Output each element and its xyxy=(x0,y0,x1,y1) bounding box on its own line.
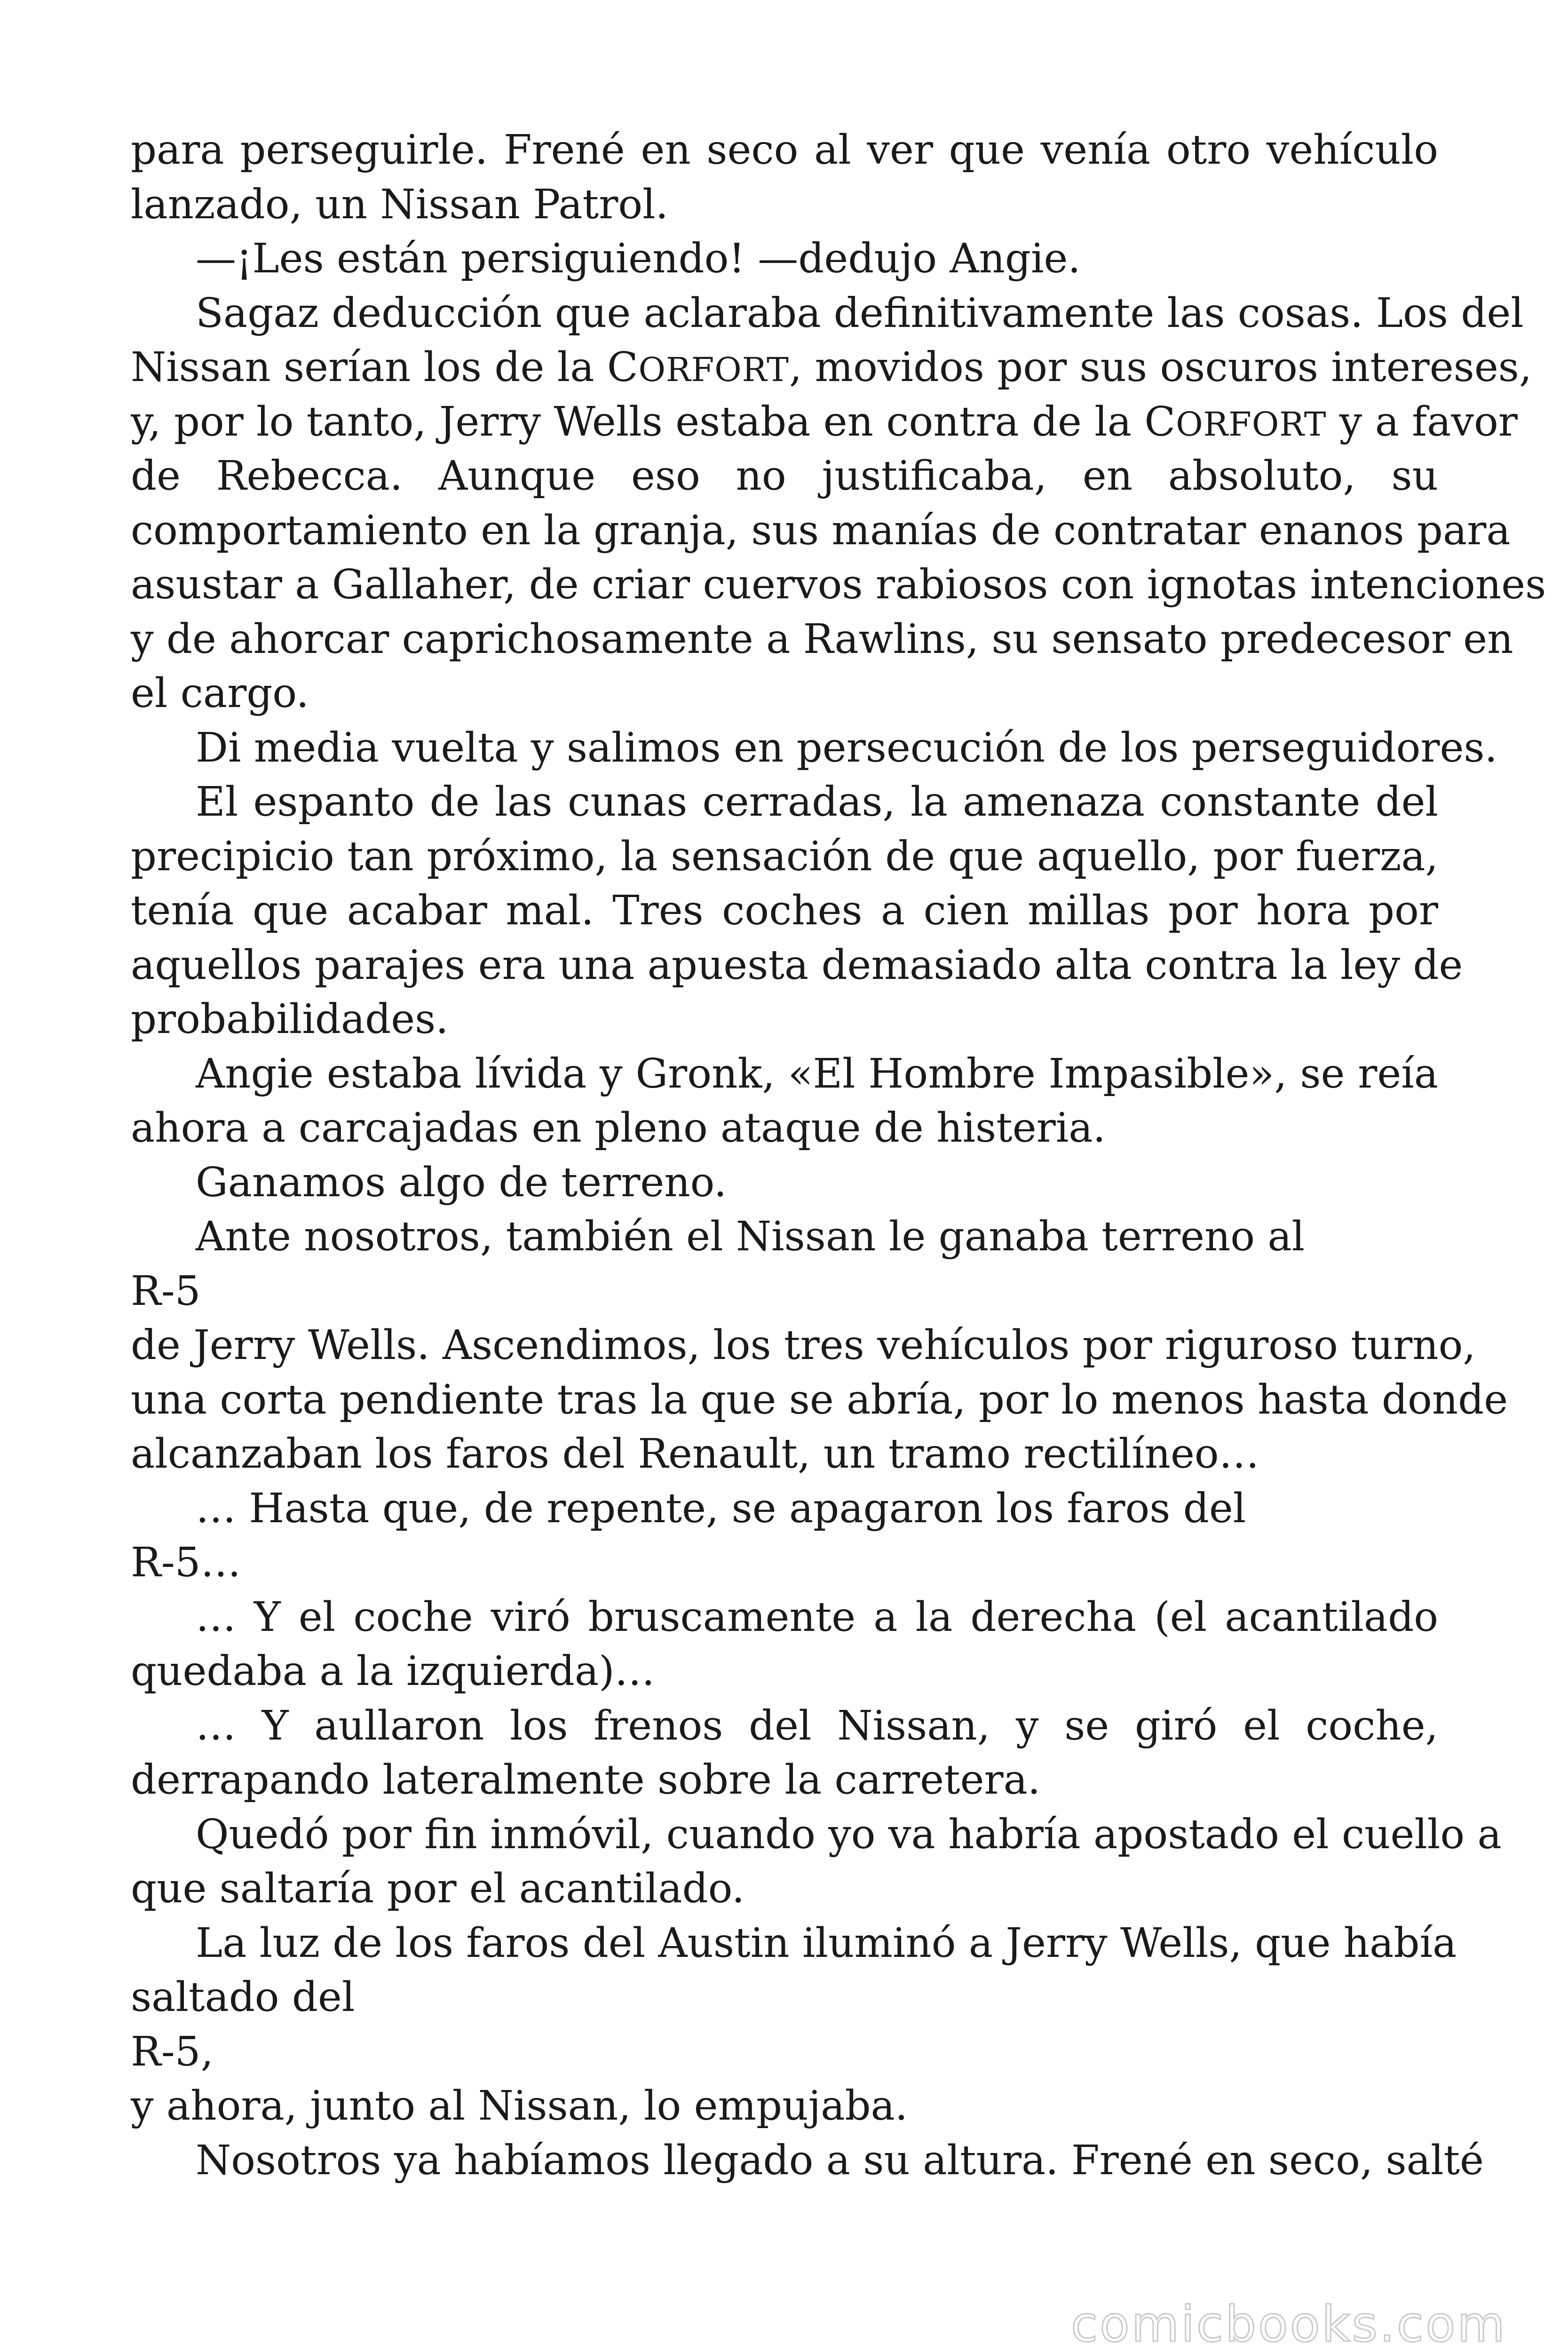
text-line xyxy=(131,341,1532,395)
text-line: Angie estaba lívida y Gronk, «El Hombre Impasible», se reía xyxy=(196,1050,1438,1097)
text-line: de Rebecca. Aunque eso no justificaba, en absoluto, su xyxy=(131,453,1438,500)
text-line: que saltaría por el acantilado. xyxy=(131,1865,745,1912)
corfort-name: CORFORT xyxy=(1144,398,1327,445)
text-line: Ganamos algo de terreno. xyxy=(196,1159,727,1206)
text-line: aquellos parajes era una apuesta demasiado alta contra la ley de xyxy=(131,941,1463,989)
text-line: alcanzaban los faros del Renault, un tramo rectilíneo… xyxy=(131,1430,1259,1478)
text-line: una corta pendiente tras la que se abría, por lo menos hasta donde xyxy=(131,1376,1508,1423)
text-line: para perseguirle. Frené en seco al ver que venía otro vehículo xyxy=(131,127,1438,174)
text-line: Quedó por fin inmóvil, cuando yo va habría apostado el cuello a xyxy=(196,1811,1502,1858)
book-page-text xyxy=(131,123,1546,2188)
text-line: comportamiento en la granja, sus manías de contratar enanos para xyxy=(131,507,1511,554)
text-line: lanzado, un Nissan Patrol. xyxy=(131,181,668,228)
text-line: La luz de los faros del Austin iluminó a Jerry Wells, que había xyxy=(196,1919,1457,1967)
text-line: asustar a Gallaher, de criar cuervos rabiosos con ignotas intenciones xyxy=(131,561,1546,608)
text-line: probabilidades. xyxy=(131,996,449,1043)
corfort-name: CORFORT xyxy=(607,344,789,391)
text-line: … Hasta que, de repente, se apagaron los faros del xyxy=(196,1485,1246,1532)
text-fragment: y, por lo tanto, Jerry Wells estaba en contra de la xyxy=(131,398,1132,445)
text-line: y de ahorcar caprichosamente a Rawlins, su sensato predecesor en xyxy=(131,615,1513,663)
text-line: R-5 xyxy=(131,1267,201,1315)
text-line: … Y aullaron los frenos del Nissan, y se giró el coche, xyxy=(196,1702,1438,1749)
text-fragment: , movidos por sus oscuros intereses, xyxy=(789,344,1532,391)
text-line: —¡Les están persiguiendo! —dedujo Angie. xyxy=(196,235,1081,282)
text-line: Sagaz deducción que aclaraba definitivamente las cosas. Los del xyxy=(196,289,1524,337)
text-line: precipicio tan próximo, la sensación de que aquello, por fuerza, xyxy=(131,833,1438,880)
text-line: el cargo. xyxy=(131,670,309,717)
text-line: quedaba a la izquierda)… xyxy=(131,1648,655,1695)
watermark: comicbooks.com xyxy=(1070,2296,1507,2352)
text-line: … Y el coche viró bruscamente a la derecha (el acantilado xyxy=(196,1593,1438,1641)
text-line: Di media vuelta y salimos en persecución de los perseguidores. xyxy=(196,724,1497,771)
text-line: R-5… xyxy=(131,1539,241,1586)
text-line: R-5, xyxy=(131,2028,214,2075)
text-line: ahora a carcajadas en pleno ataque de histeria. xyxy=(131,1104,1106,1152)
text-line: El espanto de las cunas cerradas, la amenaza constante del xyxy=(196,779,1438,826)
text-line: tenía que acabar mal. Tres coches a cien millas por hora por xyxy=(131,887,1438,934)
text-line xyxy=(131,395,1518,450)
text-line: derrapando lateralmente sobre la carretera. xyxy=(131,1756,1041,1804)
text-line: y ahora, junto al Nissan, lo empujaba. xyxy=(131,2082,908,2130)
text-fragment: Nissan serían los de la xyxy=(131,344,594,391)
text-line: Nosotros ya habíamos llegado a su altura. Frené en seco, salté xyxy=(196,2137,1484,2184)
text-line: Ante nosotros, también el Nissan le ganaba terreno al xyxy=(196,1213,1305,1260)
text-fragment: y a favor xyxy=(1339,398,1518,445)
text-line: de Jerry Wells. Ascendimos, los tres vehículos por riguroso turno, xyxy=(131,1322,1476,1369)
text-line: saltado del xyxy=(131,1974,355,2021)
